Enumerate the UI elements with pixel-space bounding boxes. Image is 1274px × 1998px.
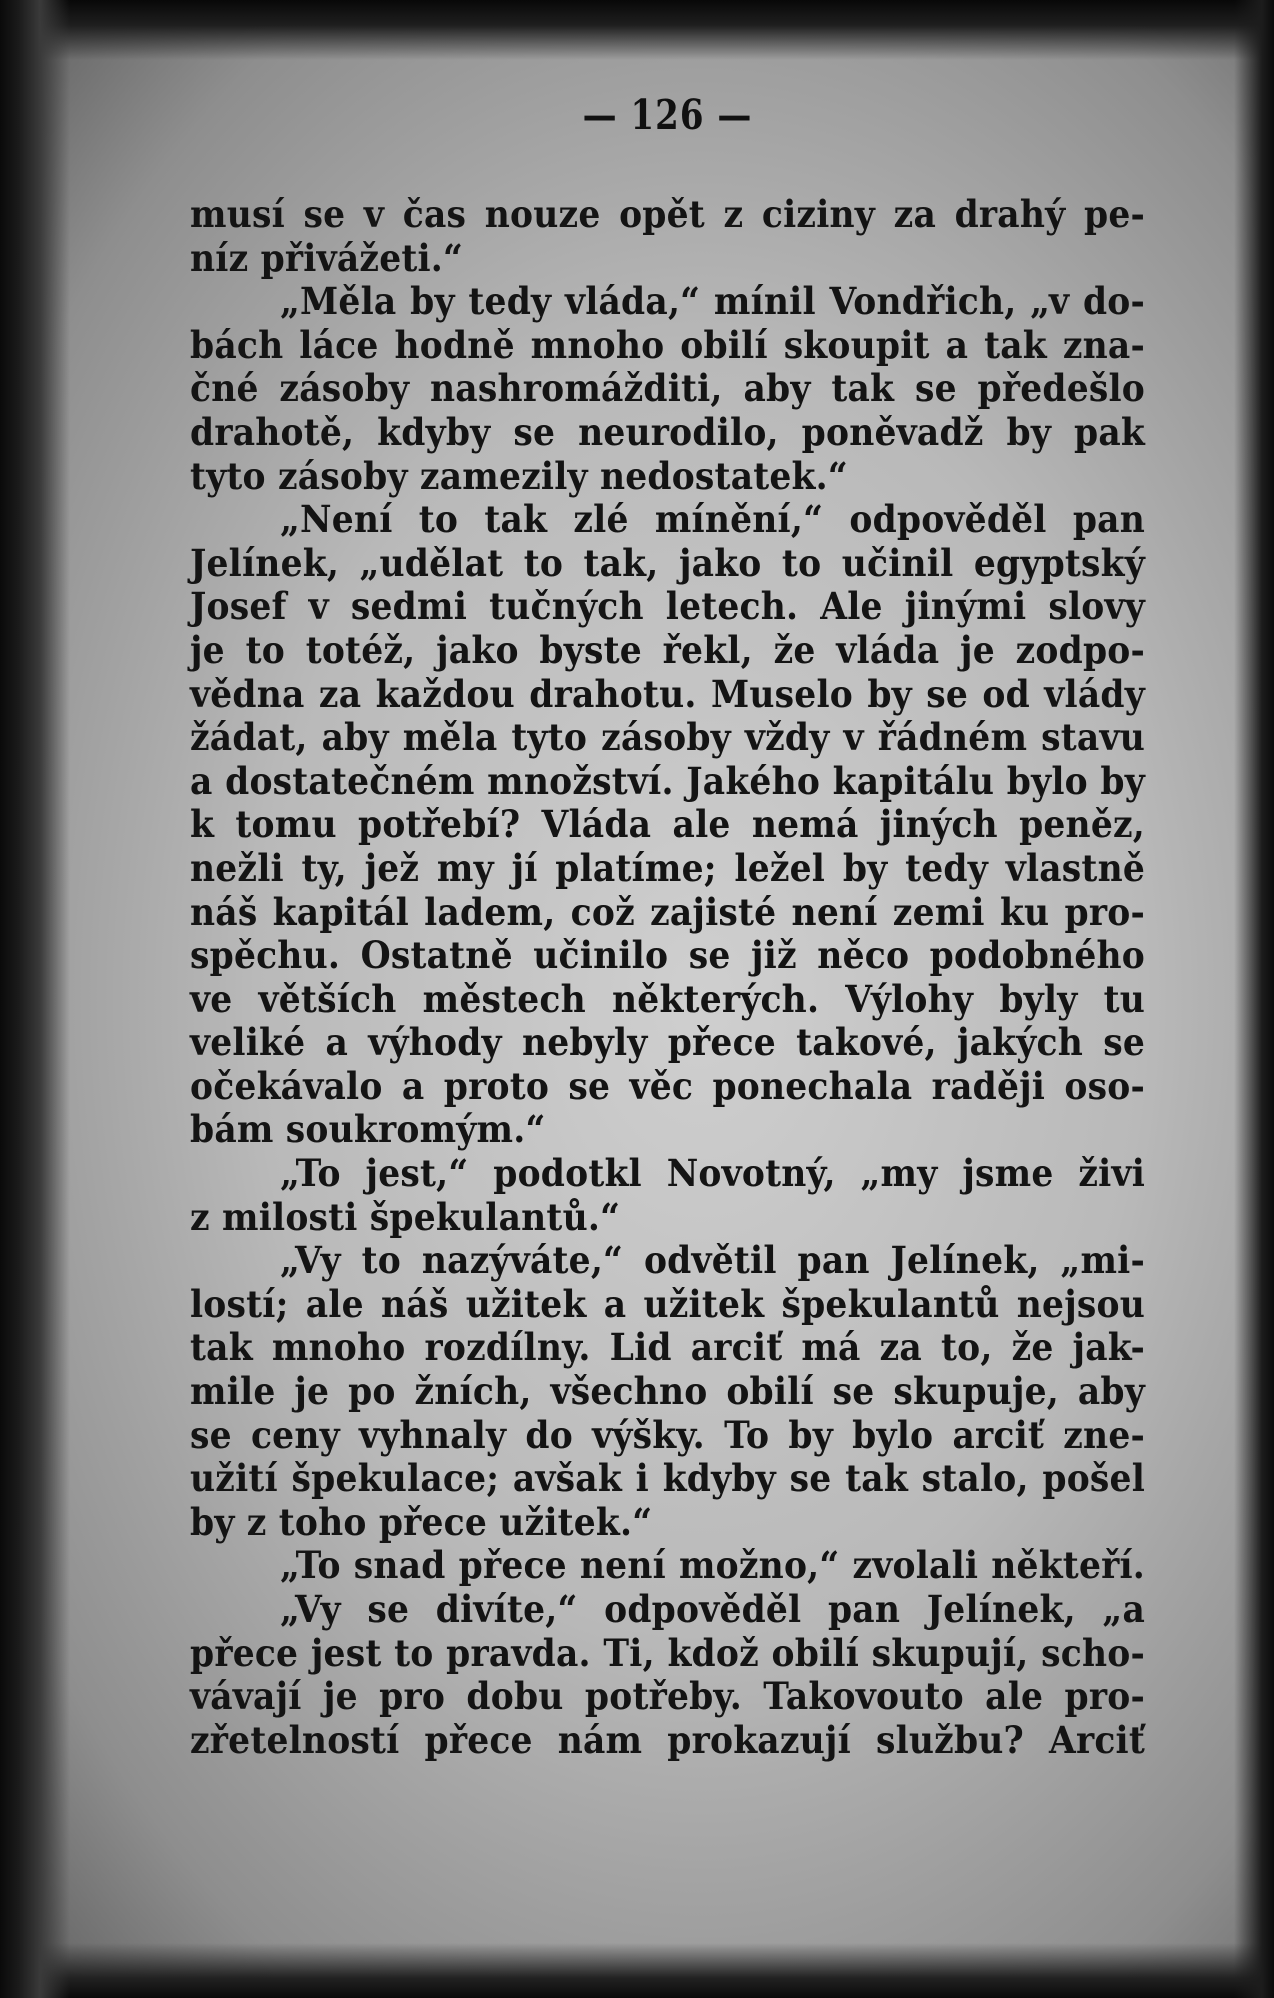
text-line: „Měla by tedy vláda,“ mínil Vondřich, „v do- (280, 280, 1145, 324)
text-line: tyto zásoby zamezily nedostatek.“ (190, 454, 848, 499)
page-number: — 126 — (582, 92, 753, 140)
text-line: z milosti špekulantů.“ (190, 1195, 621, 1240)
text-line: Jelínek, „udělat to tak, jako to učinil egyptský (190, 542, 1145, 586)
text-line: by z toho přece užitek.“ (190, 1501, 653, 1545)
text-line: přece jest to pravda. Ti, kdož obilí skupují, scho- (190, 1631, 1145, 1676)
text-line: užití špekulace; avšak i kdyby se tak stalo, pošel (190, 1457, 1145, 1501)
text-line: ve větších městech některých. Výlohy byly tu (190, 978, 1145, 1022)
body-text (190, 194, 1145, 1763)
text-line: vávají je pro dobu potřeby. Takovouto ale pro- (190, 1675, 1145, 1719)
text-line: nežli ty, jež my jí platíme; ležel by tedy vlastně (190, 847, 1145, 891)
text-line: a dostatečném množství. Jakého kapitálu bylo by (190, 760, 1145, 804)
text-line: „Vy se divíte,“ odpověděl pan Jelínek, „a (280, 1588, 1145, 1632)
text-line: mile je po žních, všechno obilí se skupuje, aby (190, 1370, 1145, 1414)
text-line: bám soukromým.“ (190, 1108, 546, 1153)
text-line: „Není to tak zlé mínění,“ odpověděl pan (280, 498, 1145, 542)
text-line: „Vy to nazýváte,“ odvětil pan Jelínek, „mi- (280, 1239, 1145, 1283)
text-line: spěchu. Ostatně učinilo se již něco podobného (190, 934, 1145, 978)
text-line: drahotě, kdyby se neurodilo, poněvadž by pak (190, 411, 1145, 455)
text-line: níz přivážeti.“ (190, 236, 464, 281)
text-line: náš kapitál ladem, což zajisté není zemi ku pro- (190, 890, 1145, 935)
text-line: zřetelností přece nám prokazují službu? Arciť (190, 1719, 1145, 1763)
text-line: je to totéž, jako byste řekl, že vláda je zodpo- (190, 629, 1145, 673)
text-line: čné zásoby nashromážditi, aby tak se předešlo (190, 367, 1145, 411)
text-line: očekávalo a proto se věc ponechala raději oso- (190, 1065, 1145, 1109)
text-line: veliké a výhody nebyly přece takové, jakých se (190, 1021, 1145, 1065)
text-line: tak mnoho rozdílny. Lid arciť má za to, že jak- (190, 1326, 1145, 1370)
text-line: žádat, aby měla tyto zásoby vždy v řádném stavu (190, 716, 1145, 760)
text-line: k tomu potřebí? Vláda ale nemá jiných peněz, (190, 803, 1145, 847)
text-line: Josef v sedmi tučných letech. Ale jinými slovy (190, 585, 1145, 629)
text-line: „To snad přece není možno,“ zvolali někteří. (280, 1544, 1145, 1588)
book-page (190, 92, 1145, 1936)
text-line: „To jest,“ podotkl Novotný, „my jsme živi (280, 1152, 1145, 1196)
text-line: se ceny vyhnaly do výšky. To by bylo arciť zne- (190, 1413, 1145, 1458)
text-line: bách láce hodně mnoho obilí skoupit a tak zna- (190, 324, 1145, 368)
text-line: vědna za každou drahotu. Muselo by se od vlády (190, 672, 1145, 717)
text-line: musí se v čas nouze opět z ciziny za drahý pe- (190, 193, 1145, 237)
text-line: lostí; ale náš užitek a užitek špekulantů nejsou (190, 1283, 1145, 1327)
